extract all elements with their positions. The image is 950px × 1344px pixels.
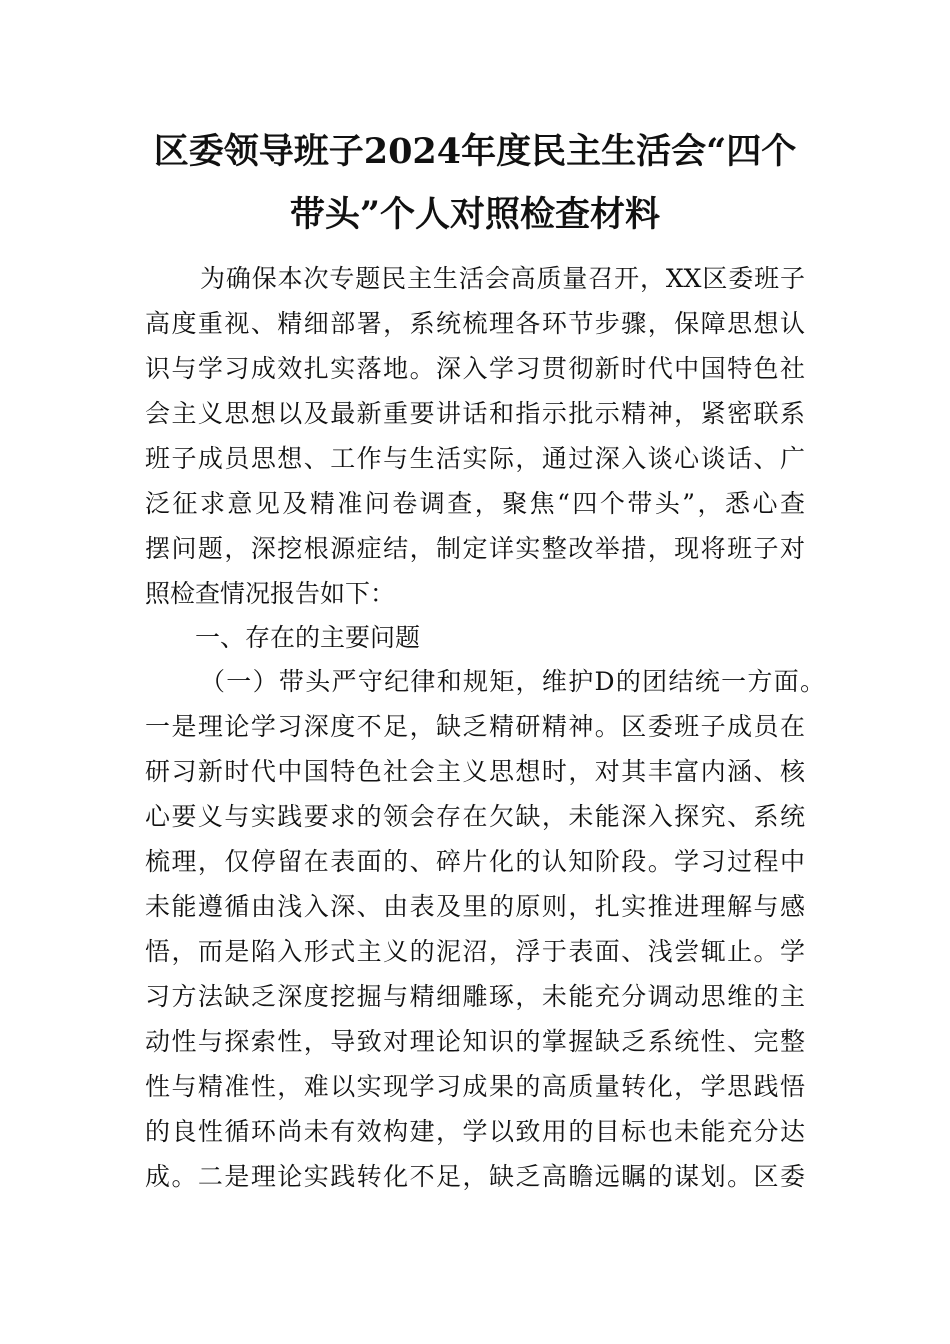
body-line: 梳理，仅停留在表面的、碎片化的认知阶段。学习过程中 bbox=[145, 847, 805, 876]
body-line: 动性与探索性，导致对理论知识的掌握缺乏系统性、完整 bbox=[145, 1027, 805, 1056]
intro-line: 班子成员思想、工作与生活实际，通过深入谈心谈话、广 bbox=[145, 444, 805, 473]
body-line: 未能遵循由浅入深、由表及里的原则，扎实推进理解与感 bbox=[145, 892, 805, 921]
intro-line: 高度重视、精细部署，系统梳理各环节步骤，保障思想认 bbox=[145, 309, 805, 338]
intro-line: 照检查情况报告如下： bbox=[145, 579, 396, 608]
body-line: 研习新时代中国特色社会主义思想时，对其丰富内涵、核 bbox=[145, 757, 805, 786]
subsection-heading: （一）带头严守纪律和规矩，维护D的团结统一方面。 bbox=[200, 667, 825, 696]
body-line: 心要义与实践要求的领会存在欠缺，未能深入探究、系统 bbox=[145, 802, 805, 831]
body-line: 悟，而是陷入形式主义的泥沼，浮于表面、浅尝辄止。学 bbox=[145, 937, 805, 966]
intro-line: 会主义思想以及最新重要讲话和指示批示精神，紧密联系 bbox=[145, 399, 805, 428]
section-heading: 一、存在的主要问题 bbox=[195, 623, 421, 652]
body-line: 的良性循环尚未有效构建，学以致用的目标也未能充分达 bbox=[145, 1117, 805, 1146]
intro-line: 为确保本次专题民主生活会高质量召开，XX区委班子 bbox=[200, 264, 805, 293]
body-line: 习方法缺乏深度挖掘与精细雕琢，未能充分调动思维的主 bbox=[145, 982, 805, 1011]
document-body bbox=[145, 256, 825, 1199]
body-line: 一是理论学习深度不足，缺乏精研精神。区委班子成员在 bbox=[145, 712, 805, 741]
body-line: 性与精准性，难以实现学习成果的高质量转化，学思践悟 bbox=[145, 1072, 805, 1101]
document-title-line-1: 区委领导班子2024年度民主生活会“四个 bbox=[153, 131, 797, 172]
document-title-line-2: 带头”个人对照检查材料 bbox=[289, 194, 661, 235]
intro-line: 泛征求意见及精准问卷调查，聚焦“四个带头”，悉心查 bbox=[145, 489, 805, 518]
body-line: 成。二是理论实践转化不足，缺乏高瞻远瞩的谋划。区委 bbox=[145, 1162, 805, 1191]
intro-line: 摆问题，深挖根源症结，制定详实整改举措，现将班子对 bbox=[145, 534, 805, 563]
intro-line: 识与学习成效扎实落地。深入学习贯彻新时代中国特色社 bbox=[145, 354, 805, 383]
